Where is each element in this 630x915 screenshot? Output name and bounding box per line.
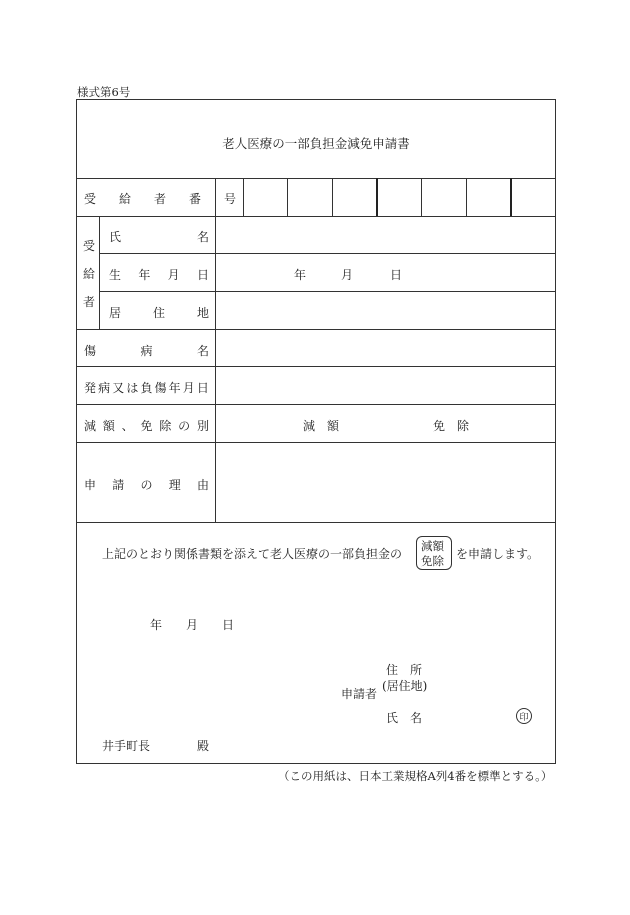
number-box-divider bbox=[243, 178, 244, 216]
divider bbox=[77, 216, 555, 217]
number-box-divider bbox=[332, 178, 333, 216]
divider bbox=[99, 253, 555, 254]
declaration-text: 上記のとおり関係書類を添えて老人医療の一部負担金の bbox=[102, 547, 403, 561]
column-divider bbox=[215, 178, 216, 522]
application-day-unit: 日 bbox=[222, 618, 235, 632]
divider bbox=[77, 178, 555, 179]
reduction-option[interactable]: 減 額 bbox=[303, 419, 340, 433]
addressee: 井手町長 bbox=[102, 739, 151, 753]
name-label: 氏 名 bbox=[109, 230, 209, 244]
seal-mark bbox=[516, 708, 532, 724]
recipient-group-label-3: 者 bbox=[83, 295, 96, 309]
declaration-option-exemption: 免除 bbox=[421, 554, 444, 568]
number-box-divider bbox=[376, 178, 378, 216]
reduction-type-label: 減 額 、 免 除 の 別 bbox=[84, 419, 209, 433]
address-label-applicant: 住 所 bbox=[386, 663, 423, 677]
application-form bbox=[76, 99, 556, 764]
reason-label: 申 請 の 理 由 bbox=[84, 478, 209, 492]
divider bbox=[99, 291, 555, 292]
declaration-text-end: を申請します。 bbox=[456, 547, 540, 561]
application-year-unit: 年 bbox=[150, 618, 163, 632]
recipient-group-label-1: 受 bbox=[83, 239, 96, 253]
divider bbox=[77, 404, 555, 405]
birthdate-label: 生 年 月 日 bbox=[109, 268, 209, 282]
column-divider bbox=[99, 216, 100, 329]
number-box-divider bbox=[466, 178, 467, 216]
recipient-number-label: 受 給 者 番 号 bbox=[84, 192, 236, 206]
application-month-unit: 月 bbox=[186, 618, 199, 632]
recipient-group-label-2: 給 bbox=[83, 267, 96, 281]
divider bbox=[77, 522, 555, 523]
seal-icon: 印 bbox=[516, 708, 532, 724]
birth-day-unit: 日 bbox=[390, 268, 403, 282]
residence-label: (居住地) bbox=[382, 679, 428, 693]
honorific: 殿 bbox=[197, 739, 210, 753]
injury-name-label: 傷 病 名 bbox=[84, 344, 209, 358]
form-title: 老人医療の一部負担金減免申請書 bbox=[222, 136, 410, 151]
applicant-label: 申請者 bbox=[341, 687, 378, 701]
exemption-option[interactable]: 免 除 bbox=[433, 419, 470, 433]
number-box-divider bbox=[287, 178, 288, 216]
onset-date-label: 発 病 又 は 負 傷 年 月 日 bbox=[84, 381, 209, 395]
divider bbox=[77, 366, 555, 367]
divider bbox=[77, 329, 555, 330]
divider bbox=[77, 442, 555, 443]
number-box-divider bbox=[421, 178, 422, 216]
footer-note: （この用紙は、日本工業規格A列4番を標準とする。） bbox=[278, 769, 553, 783]
birth-month-unit: 月 bbox=[341, 268, 354, 282]
form-number: 様式第6号 bbox=[77, 85, 131, 99]
birth-year-unit: 年 bbox=[294, 268, 307, 282]
address-label: 居 住 地 bbox=[109, 306, 209, 320]
applicant-name-label: 氏 名 bbox=[386, 711, 423, 725]
number-box-divider bbox=[510, 178, 512, 216]
declaration-option-reduction: 減額 bbox=[421, 539, 444, 553]
